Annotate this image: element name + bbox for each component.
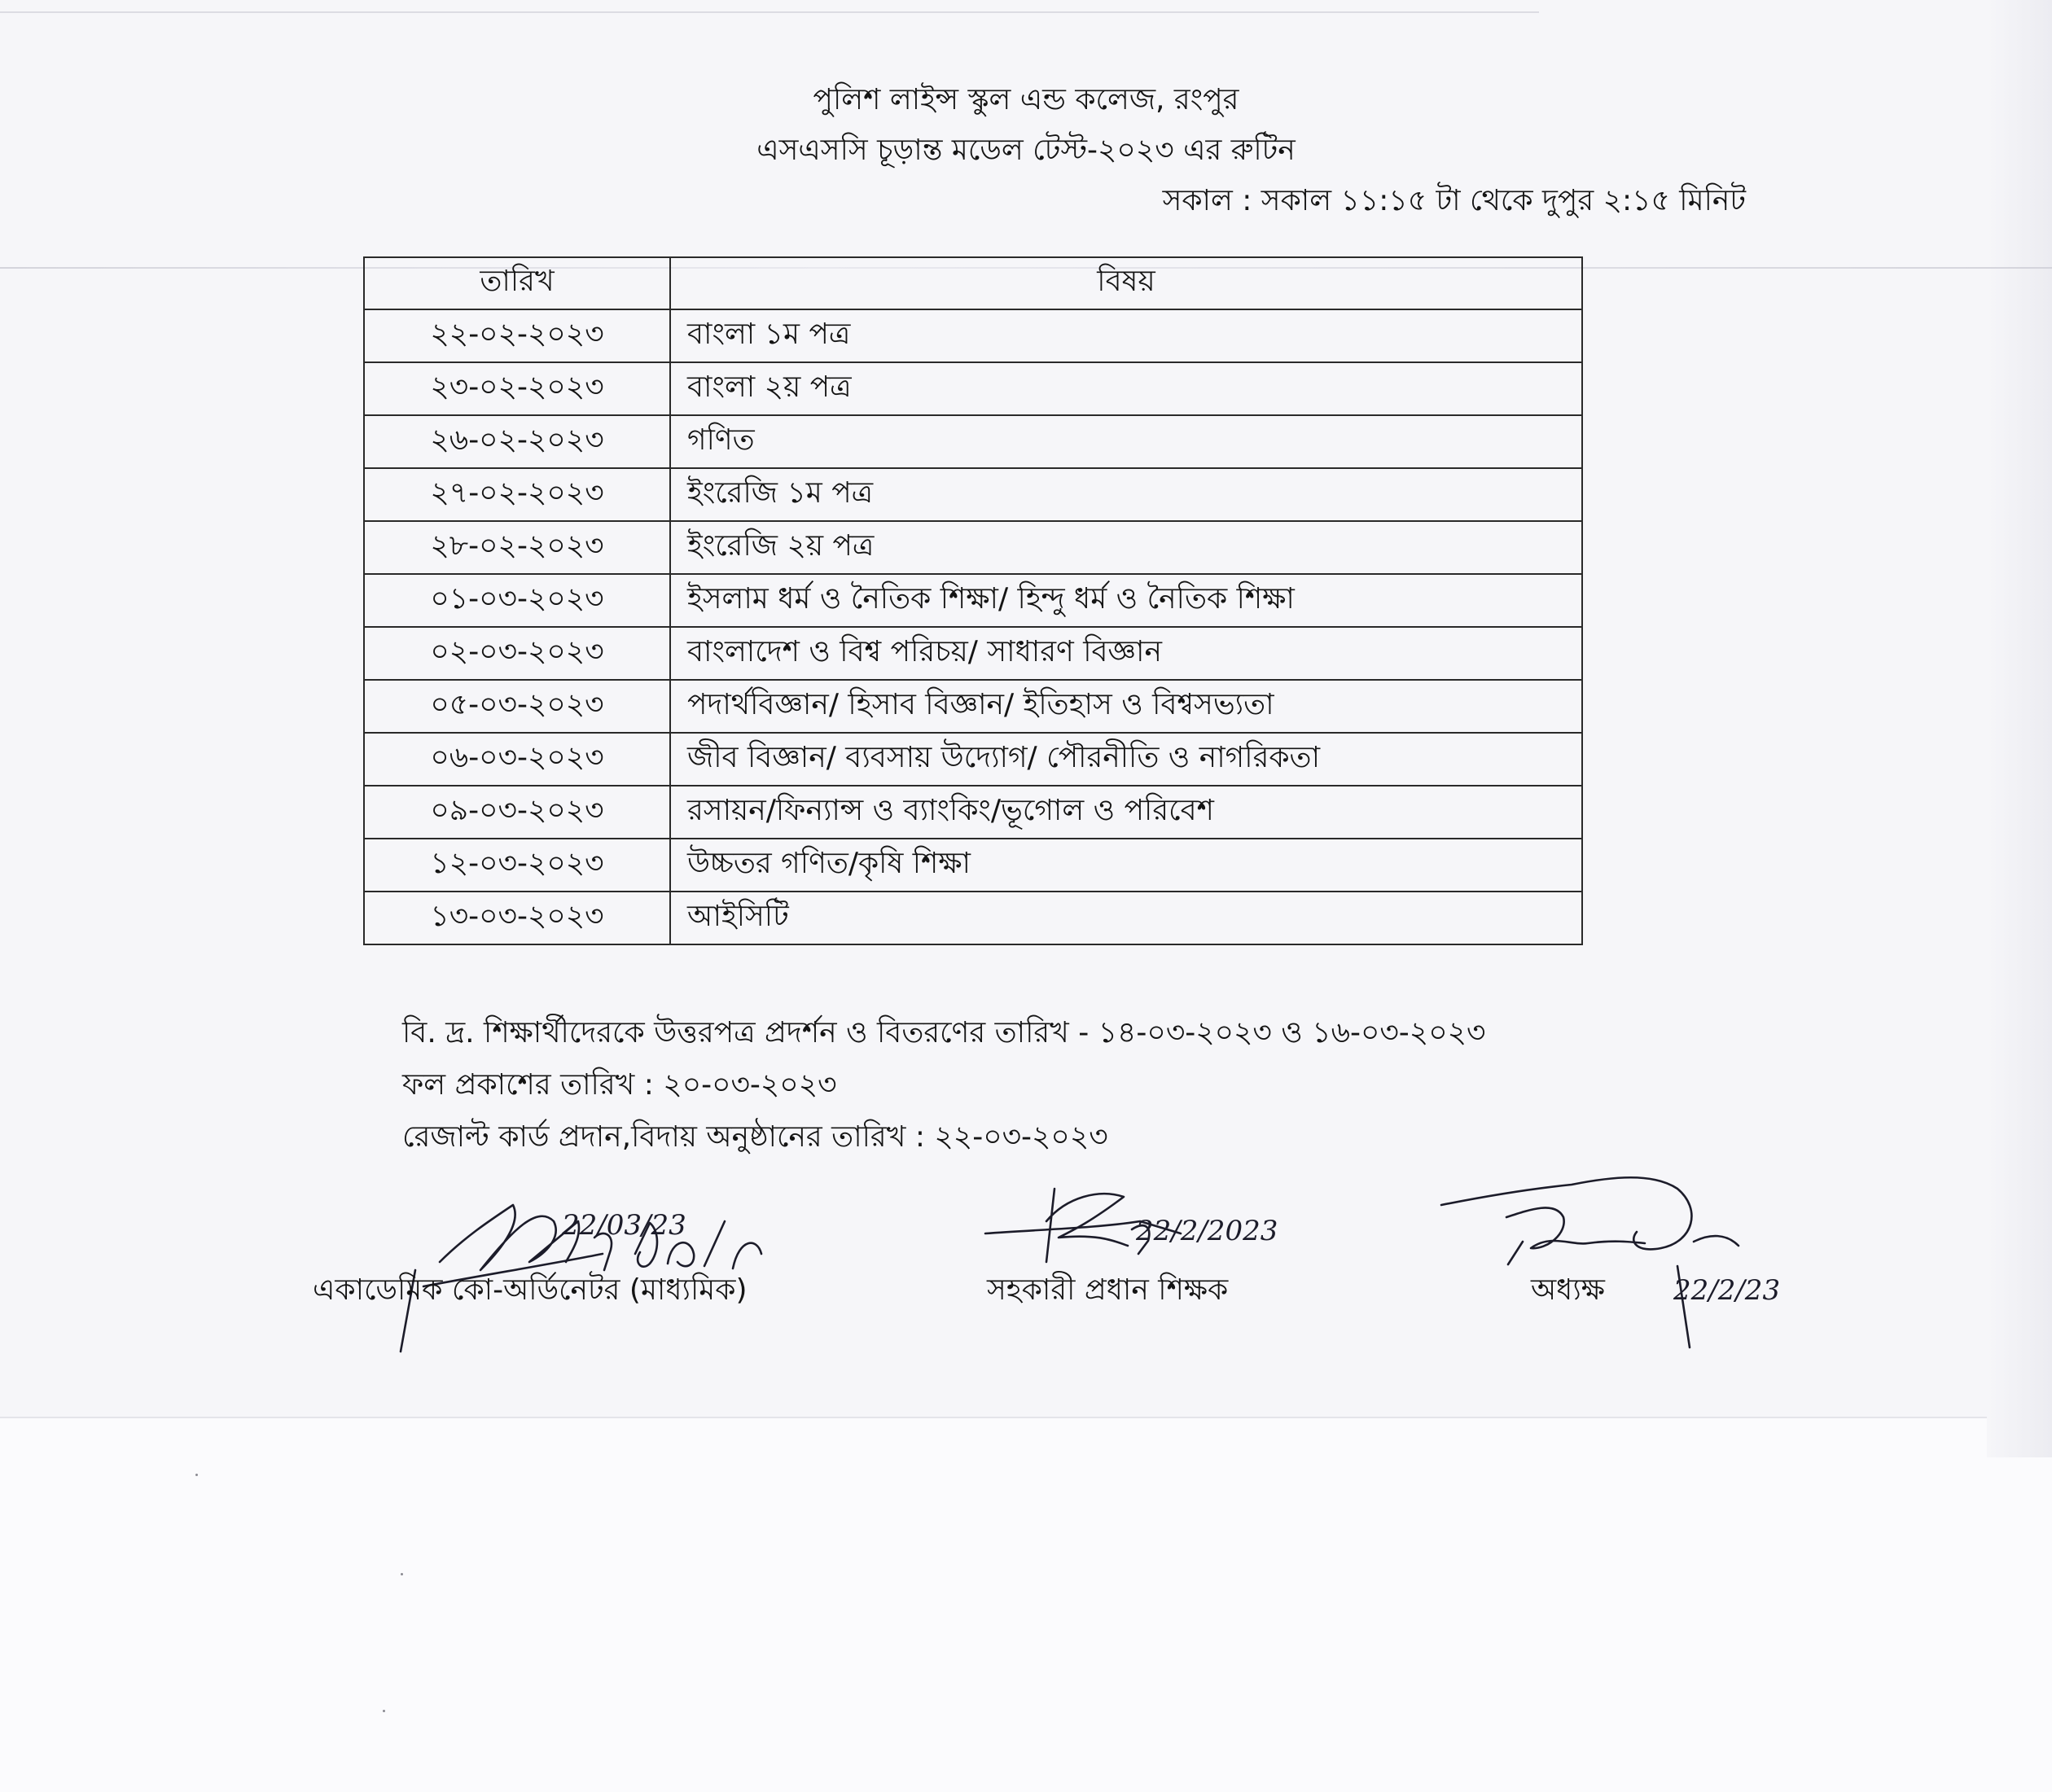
table-row <box>364 786 1582 839</box>
coordinator-signature-date: 22/03/23 <box>562 1209 686 1242</box>
routine-table <box>363 256 1583 945</box>
row-date: ২৩-০২-২০২৩ <box>364 362 670 415</box>
principal-signature <box>1433 1152 1775 1364</box>
table-row <box>364 839 1582 892</box>
note-answer-sheet: বি. দ্র. শিক্ষার্থীদেরকে উত্তরপত্র প্রদর্শন ও বিতরণের তারিখ - ১৪-০৩-২০২৩ ও ১৬-০৩-২০২৩ <box>402 1016 1486 1049</box>
note-result-date: ফল প্রকাশের তারিখ : ২০-০৩-২০২৩ <box>402 1068 837 1102</box>
table-row <box>364 415 1582 468</box>
table-row <box>364 892 1582 944</box>
row-subject: ইংরেজি ১ম পত্র <box>670 468 1582 521</box>
row-date: ১৩-০৩-২০২৩ <box>364 892 670 944</box>
row-subject: বাংলাদেশ ও বিশ্ব পরিচয়/ সাধারণ বিজ্ঞান <box>670 627 1582 680</box>
row-date: ০৬-০৩-২০২৩ <box>364 733 670 786</box>
coordinator-signature <box>391 1172 782 1352</box>
table-row <box>364 680 1582 733</box>
column-header-date: তারিখ <box>364 257 670 309</box>
table-header-row <box>364 257 1582 309</box>
row-subject: জীব বিজ্ঞান/ ব্যবসায় উদ্যোগ/ পৌরনীতি ও নাগরিকতা <box>670 733 1582 786</box>
row-subject: ইসলাম ধর্ম ও নৈতিক শিক্ষা/ হিন্দু ধর্ম ও নৈতিক শিক্ষা <box>670 574 1582 627</box>
row-date: ২৭-০২-২০২৩ <box>364 468 670 521</box>
paper-speck <box>401 1573 403 1575</box>
row-date: ০১-০৩-২০২৩ <box>364 574 670 627</box>
row-date: ২২-০২-২০২৩ <box>364 309 670 362</box>
table-row <box>364 627 1582 680</box>
paper-speck <box>195 1474 198 1476</box>
row-subject: বাংলা ১ম পত্র <box>670 309 1582 362</box>
row-date: ২৬-০২-২০২৩ <box>364 415 670 468</box>
assistant-head-signature-date: 22/2/2023 <box>1136 1215 1278 1247</box>
table-row <box>364 309 1582 362</box>
row-date: ২৮-০২-২০২৩ <box>364 521 670 574</box>
row-date: ০২-০৩-২০২৩ <box>364 627 670 680</box>
school-name: পুলিশ লাইন্স স্কুল এন্ড কলেজ, রংপুর <box>813 83 1239 116</box>
row-date: ১২-০৩-২০২৩ <box>364 839 670 892</box>
principal-signature-date: 22/2/23 <box>1673 1274 1781 1307</box>
row-subject: বাংলা ২য় পত্র <box>670 362 1582 415</box>
top-rule <box>0 11 1539 13</box>
table-row <box>364 733 1582 786</box>
note-farewell-date: রেজাল্ট কার্ড প্রদান,বিদায় অনুষ্ঠানের তারিখ : ২২-০৩-২০২৩ <box>402 1120 1108 1154</box>
table-row <box>364 468 1582 521</box>
coordinator-title: একাডেমিক কো-অর্ডিনেটর (মাধ্যমিক) <box>313 1273 748 1307</box>
row-date: ০৯-০৩-২০২৩ <box>364 786 670 839</box>
exam-time: সকাল : সকাল ১১:১৫ টা থেকে দুপুর ২:১৫ মিনিট <box>1162 184 1746 217</box>
table-row <box>364 362 1582 415</box>
row-date: ০৫-০৩-২০২৩ <box>364 680 670 733</box>
row-subject: ইংরেজি ২য় পত্র <box>670 521 1582 574</box>
row-subject: পদার্থবিজ্ঞান/ হিসাব বিজ্ঞান/ ইতিহাস ও বিশ্বসভ্যতা <box>670 680 1582 733</box>
row-subject: আইসিটি <box>670 892 1582 944</box>
row-subject: গণিত <box>670 415 1582 468</box>
paper-speck <box>383 1710 385 1712</box>
paper-edge-shadow <box>1987 0 2052 1457</box>
row-subject: উচ্চতর গণিত/কৃষি শিক্ষা <box>670 839 1582 892</box>
table-row <box>364 574 1582 627</box>
table-row <box>364 521 1582 574</box>
principal-title: অধ্যক্ষ <box>1531 1273 1605 1307</box>
exam-title: এসএসসি চূড়ান্ত মডেল টেস্ট-২০২৩ এর রুটিন <box>756 134 1296 167</box>
column-header-subject: বিষয় <box>670 257 1582 309</box>
row-subject: রসায়ন/ফিন্যান্স ও ব্যাংকিং/ভূগোল ও পরিবেশ <box>670 786 1582 839</box>
assistant-head-title: সহকারী প্রধান শিক্ষক <box>987 1273 1229 1307</box>
